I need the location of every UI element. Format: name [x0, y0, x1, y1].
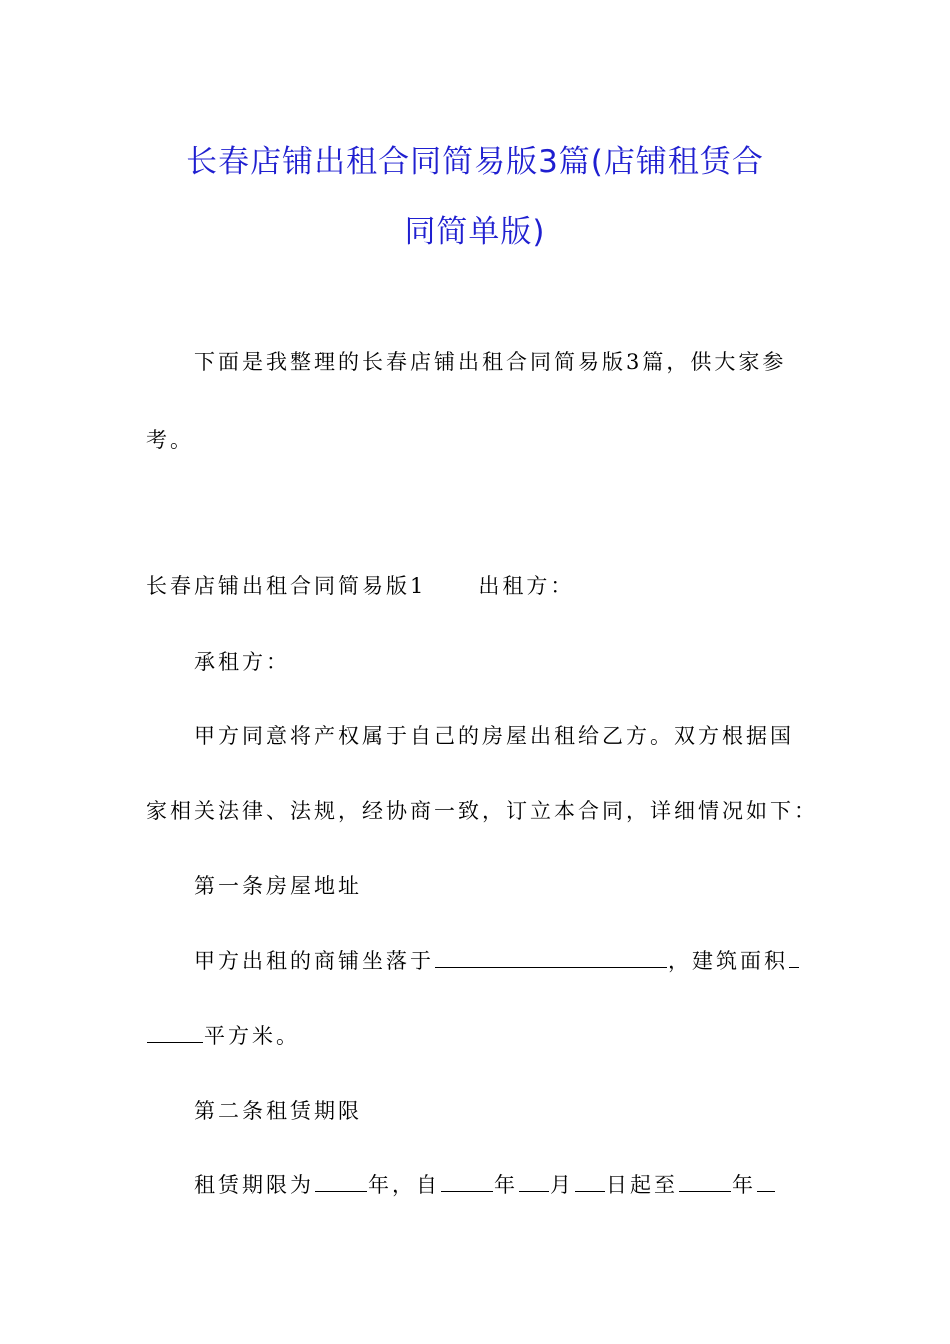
section-heading: 长春店铺出租合同简易版1: [146, 574, 427, 598]
article-2-text-line-1: [194, 1169, 776, 1199]
lessor-label: 出租方：: [478, 574, 575, 598]
article-1-text-line-2: [146, 1020, 300, 1050]
start-month-blank: [519, 1169, 549, 1192]
article-2-title: 第二条租赁期限: [194, 1099, 362, 1123]
article-2-text-a: 租赁期限为: [194, 1173, 314, 1197]
address-blank: [435, 945, 667, 968]
section-heading-row: [146, 570, 574, 600]
area-blank-end: [147, 1020, 203, 1043]
agreement-paragraph-line-1: 甲方同意将产权属于自己的房屋出租给乙方。双方根据国: [194, 724, 794, 748]
start-year-blank: [441, 1169, 493, 1192]
article-2-text-c: 年: [494, 1173, 518, 1197]
intro-paragraph-line-1: 下面是我整理的长春店铺出租合同简易版3篇，供大家参: [194, 350, 787, 374]
lessee-label: 承租方：: [194, 650, 290, 674]
article-1-text-c: 平方米。: [204, 1024, 300, 1048]
article-2-text-f: 年: [732, 1173, 756, 1197]
article-1-text-a: 甲方出租的商铺坐落于: [194, 949, 434, 973]
article-2-text-d: 月: [550, 1173, 574, 1197]
article-1-title: 第一条房屋地址: [194, 874, 362, 898]
article-2-text-e: 日起至: [606, 1173, 678, 1197]
document-title-line-1: 长春店铺出租合同简易版3篇(店铺租赁合: [186, 144, 764, 180]
start-day-blank: [575, 1169, 605, 1192]
end-month-blank: [757, 1169, 775, 1192]
agreement-paragraph-line-2: 家相关法律、法规，经协商一致，订立本合同，详细情况如下：: [146, 799, 818, 823]
area-blank-start: [789, 945, 799, 968]
article-2-text-b: 年，自: [368, 1173, 440, 1197]
intro-paragraph-line-2: 考。: [146, 428, 194, 452]
article-1-text-b: ，建筑面积: [668, 949, 788, 973]
end-year-blank: [679, 1169, 731, 1192]
document-title-line-2: 同简单版): [404, 214, 546, 250]
term-years-blank: [315, 1169, 367, 1192]
article-1-text-line-1: [194, 945, 800, 975]
